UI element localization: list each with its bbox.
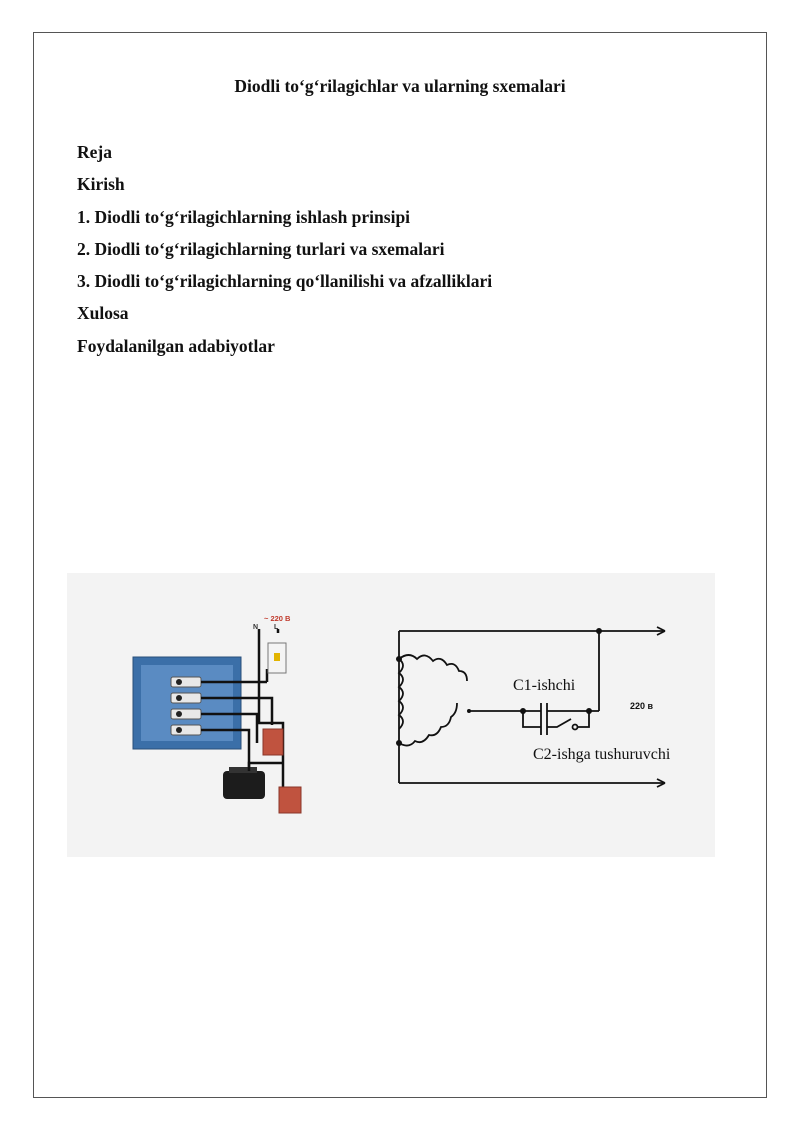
document-page: [33, 32, 767, 1098]
terminal-screw-3: [176, 711, 182, 717]
document-title: Diodli to‘g‘rilagichlar va ularning sxemalari: [234, 76, 566, 96]
toc-item-section-2: 2. Diodli to‘g‘rilagichlarning turlari va sxemalari: [77, 238, 445, 259]
schematic-voltage-label: 220 в: [630, 701, 654, 711]
toc-item-xulosa: Xulosa: [77, 303, 129, 324]
motor: [223, 771, 265, 799]
node-2: [396, 740, 402, 746]
toc-item-reja: Reja: [77, 142, 112, 162]
c1-label: C1-ishchi: [513, 677, 576, 694]
node-5: [586, 708, 592, 714]
terminal-screw-1: [176, 679, 182, 685]
winding-bottom: [399, 703, 457, 746]
table-of-contents: [77, 141, 492, 367]
wiring-illustration: [133, 614, 301, 813]
wiring-terminal-n: N: [253, 624, 259, 631]
winding-top: [399, 655, 467, 681]
capacitor-box-2: [279, 787, 301, 813]
terminal-1: [171, 677, 201, 687]
schematic-diagram: [399, 627, 665, 787]
node-star: [467, 709, 471, 713]
c2-lead-left: [523, 711, 541, 727]
toc-item-kirish: Kirish: [77, 174, 125, 195]
terminal-4: [171, 725, 201, 735]
terminal-3: [171, 709, 201, 719]
motor-top: [229, 767, 257, 773]
node-1: [396, 656, 402, 662]
circuit-breaker-lever: [274, 653, 280, 661]
terminal-2: [171, 693, 201, 703]
circuit-figure-svg: [67, 573, 715, 857]
circuit-figure: [67, 573, 715, 857]
capacitor-box-1: [263, 729, 283, 755]
node-4: [520, 708, 526, 714]
terminal-screw-2: [176, 695, 182, 701]
node-3: [596, 628, 602, 634]
terminal-screw-4: [176, 727, 182, 733]
toc-item-section-1: 1. Diodli to‘g‘rilagichlarning ishlash prinsipi: [77, 206, 411, 227]
c2-switch: [547, 719, 571, 727]
wiring-voltage-label: ~ 220 В: [264, 614, 291, 623]
toc-item-section-3: 3. Diodli to‘g‘rilagichlarning qo‘llanilishi va afzalliklari: [77, 271, 493, 292]
c2-symbol: [541, 719, 547, 735]
c2-switch-contact: [573, 725, 578, 730]
wiring-terminal-l: L: [274, 624, 279, 631]
toc-item-adabiyotlar: Foydalanilgan adabiyotlar: [77, 335, 275, 356]
c1-symbol: [541, 703, 547, 719]
c2-label: C2-ishga tushuruvchi: [533, 746, 671, 763]
